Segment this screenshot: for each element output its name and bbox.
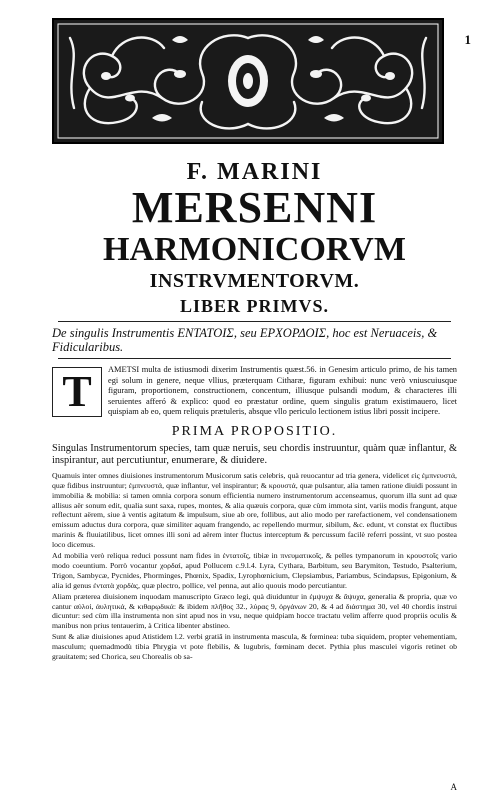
body-paragraph: Sunt & aliæ diuisiones apud Atistidem l.2. verbi gratiâ in instrumenta mascula, & fœminea: tuba siquidem, propter vehementiam, masculum; quemadmodù tibia Phrygia vt pote flebilis, & lugubris, fœminam decet. Pythia plus masculei vigoris retinet ob grauitatem; sed Chorica, seu Chorealis ob sa- [52,632,457,662]
title-line-harmonicorum: HARMONICORVM [103,231,406,268]
book-heading: LIBER PRIMVS. [179,296,330,316]
rule-divider [58,358,451,359]
body-paragraph: Quamuis inter omnes diuisiones instrumentorum Musicorum satis celebris, quà reuocantur ad tria genera, videlicet εἰς ἐμπνευστά, quæ fidibus instruuntur; ἐμπνευστά, quæ inflantur, vel inspirantur; & κρουστά, quæ pulsantur, alia tamen ratione diuidi possunt in immobilia & mobilia: si tamen omnia corpora sonum efficientia numero instrumentorum accenseamus, quorum illa sunt ad quæ allisus aër sonum edit, qualia sunt saxa, rupes, montes, & alia quæuis corpora, quæ cùm immota sint, variis modis frangunt, atque reflectunt aërem, siue à ventis agitatum & impulsum, siue ab ore, follibus, aut alio modo per rarefactionem, vel condensationem emissum aductus dura corpora, quæ similiter aquam frangendo, ac repellendo murmur, sibilum, &c. edunt, vt constat ex fluctibus marinis & fluuiatilibus, licet omnes illi soni ad aërem inter fluctus interceptum & percussum facilè referri possint, vt suo postea loco dicemus. [52,470,457,550]
title-line-author: MERSENNI [131,183,378,232]
ornamental-headpiece [52,18,444,144]
proposition-heading: PRIMA PROPOSITIO. [171,423,338,439]
drop-cap-letter: T [62,367,92,416]
body-paragraph: Ad mobilia verò reliqua reduci possunt nam fides in ἐντατοῖς, tibiæ in πνευματικοῖς, & pelles tympanorum in κρουστοῖς vario modo coeuntium. Porrò vocantur χορδαί, apud Pollucem c.9.l.4. Lyra, Cythara, Barbitum, seu Barymiton, Testudo, Psalterium, Trigon, Sambycæ, Pycnides, Phorminges, Phœnix, Spadix, Lyrophœnicium, Clepsiambus, Pariambus, Scindapsus, Epigonium, & alia id genus ἐντατὰ χορδὰς, quæ plectro, pollice, vel penna, aut alio quouis modo percutiantur. [52,551,457,590]
catchword: A [450,782,457,792]
title-line-author-initial: F. MARINI [186,159,323,185]
chapter-subtitle: De singulis Instrumentis ΕΝΤΑΤΟΙΣ, seu ΕΡΧΟΡΔΟΙΣ, hoc est Neruaceis, & Fidicularibus. [52,326,438,354]
title-line-instrumentorum: INSTRVMENTORVM. [149,270,360,292]
rule-divider [58,321,451,322]
proposition-statement: Singulas Instrumentorum species, tam quæ neruis, seu chordis instruuntur, quàm quæ inflantur, & inspirantur, aut percutiuntur, enumerare, & diuidere. [52,442,457,467]
body-paragraph: Aliam præterea diuisionem inquodam manuscripto Græco legi, quà diuiduntur in ἐμψυχα & ἄψυχα, generalia & propria, quæ vo cantur αὐλοί, ἀυλητικά, & κιθαρῳδικά: & ibidem πλῆθος 32., λύρας 9, ὀργάνων 20, & 4 ad διάστημα 30, vel 40 chordis instrui dicuntur: sed cùm illa instrumenta non sint apud nos in vsu, neque quidpiam hocce tractatu velim afferre quod propriis oculis & manibus non prius tentauerim, à Critica libenter abstineo. [52,591,457,631]
intro-paragraph: AMETSI multa de istiusmodi dixerim Instrumentis quæst.56. in Genesim articulo primo, de his tamen egi solum in genere, neque vllius, præterquam Citharæ, figuram exhibui: nunc verò vniuscuiusque figuram, proportionem, constructionem, concentum, illiusque pulsandi modum, & characteres illi seruientes afferó & explico: quod eo præstatur ordine, quem singulis gratum existimauero, licet quispiam ab eo, quem reliquis prætuleris, absque vllo periculo lectionem istius libri possit incipere. [108,365,457,417]
intro-section [52,365,457,418]
drop-cap-initial [52,367,102,417]
page-number: 1 [464,32,471,47]
